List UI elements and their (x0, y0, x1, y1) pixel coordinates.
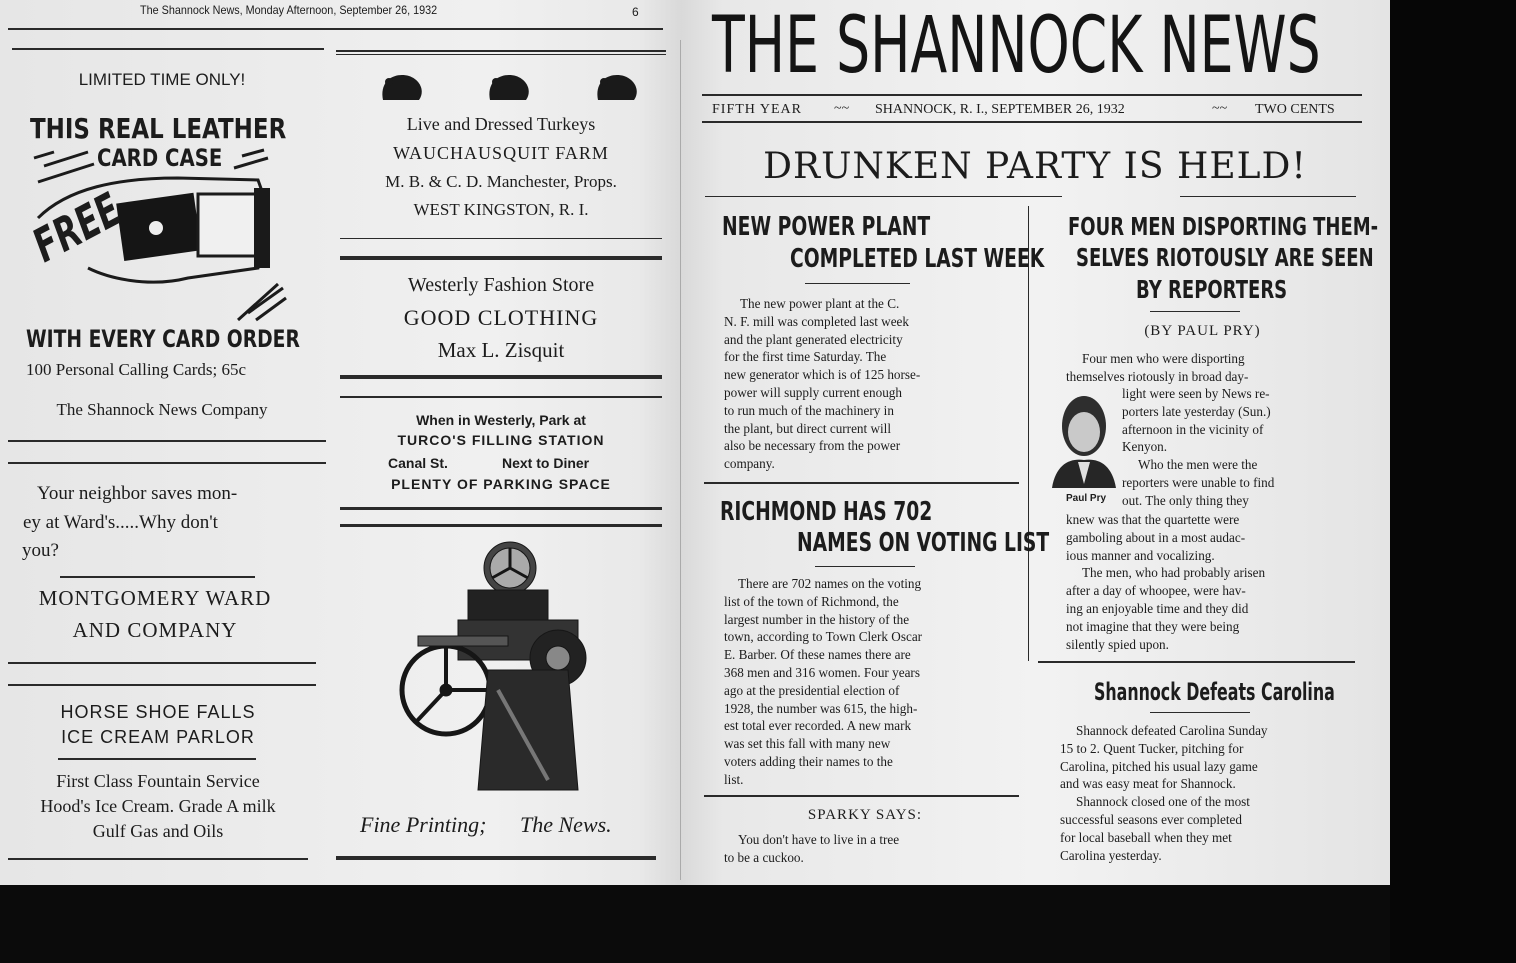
body-line: to be a cuckoo. (724, 849, 804, 865)
ad-turco-line3a: Canal St. (388, 455, 448, 471)
ad-turkeys-line3: M. B. & C. D. Manchester, Props. (385, 172, 617, 191)
sparky-head: SPARKY SAYS: (807, 807, 923, 823)
body-line: for the first time Saturday. The (724, 349, 887, 365)
power-head1: NEW POWER PLANT (722, 212, 931, 242)
turkey-icon (375, 70, 435, 106)
turkey-icon (482, 70, 542, 106)
body-line: silently spied upon. (1066, 636, 1169, 652)
ad-cardcase-detail: 100 Personal Calling Cards; 65c (26, 360, 247, 379)
body-line: There are 702 names on the voting (738, 576, 922, 591)
portrait-icon (1048, 388, 1120, 488)
four-men-byline: (BY PAUL PRY) (1144, 323, 1261, 339)
turkey-icon (590, 70, 650, 106)
rule (704, 482, 1019, 484)
body-line: largest number in the history of the (724, 611, 910, 627)
body-line: new generator which is of 125 horse- (724, 367, 921, 383)
richmond-head1: RICHMOND HAS 702 (720, 497, 933, 527)
body-line: porters late yesterday (Sun.) (1122, 403, 1271, 419)
rule (805, 283, 910, 284)
body-line: ago at the presidential election of (724, 682, 900, 698)
rule (702, 121, 1362, 123)
body-line: ing an enjoyable time and they did (1066, 600, 1249, 616)
rule (340, 375, 662, 379)
body-line: 368 men and 316 women. Four years (724, 664, 920, 680)
body-line: power will supply current enough (724, 384, 902, 400)
ad-horseshoe-line4: Hood's Ice Cream. Grade A milk (40, 796, 276, 816)
dark-background-right (1390, 0, 1516, 963)
rule (8, 662, 316, 664)
body-line: Carolina yesterday. (1060, 847, 1162, 863)
four-men-body-top (1066, 350, 1338, 386)
ad-turco-line2: TURCO'S FILLING STATION (397, 432, 605, 448)
rule (8, 462, 326, 464)
page-number: 6 (632, 5, 639, 19)
dateline-separator: ~~ (834, 101, 850, 116)
ad-turco-line4: PLENTY OF PARKING SPACE (391, 476, 611, 492)
body-line: E. Barber. Of these names there are (724, 647, 911, 663)
rule (58, 758, 256, 760)
richmond-head2: NAMES ON VOTING LIST (797, 528, 1050, 558)
printing-press-icon (398, 540, 608, 800)
body-line: afternoon in the vicinity of (1122, 421, 1264, 437)
body-line: and was easy meat for Shannock. (1060, 776, 1236, 792)
ad-westerly-line2: GOOD CLOTHING (403, 305, 599, 330)
rule (12, 48, 324, 50)
banner-headline: DRUNKEN PARTY IS HELD! (763, 146, 1307, 187)
rule (8, 858, 308, 860)
body-line: to run much of the machinery in (724, 402, 894, 418)
ad-westerly-line1: Westerly Fashion Store (407, 274, 595, 296)
ad-ward-line3: you? (22, 540, 59, 561)
rule (705, 196, 1062, 197)
body-line: Shannock closed one of the most (1076, 794, 1250, 810)
body-line: was set this fall with many new (724, 736, 891, 752)
portrait-caption: Paul Pry (1066, 493, 1107, 504)
rule (702, 94, 1362, 96)
ad-ward-line4: MONTGOMERY WARD (38, 586, 272, 610)
richmond-body (724, 575, 998, 789)
rule (340, 256, 662, 260)
rule (1038, 661, 1355, 663)
ad-horseshoe-line5: Gulf Gas and Oils (92, 821, 224, 841)
body-line: Kenyon. (1122, 439, 1168, 455)
body-line: Shannock defeated Carolina Sunday (1076, 723, 1268, 738)
rule (336, 856, 656, 860)
body-line: You don't have to live in a tree (738, 832, 900, 847)
rule (1180, 196, 1356, 197)
body-line: light were seen by News re- (1122, 386, 1270, 401)
body-line: reporters were unable to find (1122, 474, 1275, 490)
rule (340, 507, 662, 510)
column-rule (1028, 206, 1029, 661)
ad-cardcase-subhead: CARD CASE (97, 144, 223, 172)
carolina-head: Shannock Defeats Carolina (1094, 678, 1335, 706)
body-line: successful seasons ever completed (1060, 811, 1242, 827)
rule (336, 50, 666, 52)
body-line: 1928, the number was 615, the high- (724, 700, 918, 716)
ad-westerly-line3: Max L. Zisquit (437, 338, 565, 362)
body-line: 15 to 2. Quent Tucker, pitching for (1060, 740, 1244, 756)
dateline-price: TWO CENTS (1255, 102, 1335, 117)
power-head2: COMPLETED LAST WEEK (790, 244, 1045, 274)
body-line: est total ever recorded. A new mark (724, 718, 912, 734)
ad-horseshoe-line3: First Class Fountain Service (56, 771, 260, 791)
ad-cardcase-headline: THIS REAL LEATHER (30, 112, 287, 145)
power-body (724, 295, 998, 473)
ad-turkeys-line4: WEST KINGSTON, R. I. (413, 200, 589, 219)
ad-ward-line1: Your neighbor saves mon- (37, 483, 238, 504)
ad-turco-line1: When in Westerly, Park at (416, 412, 586, 428)
body-line: list. (724, 771, 744, 787)
four-men-body-wrap (1122, 385, 1338, 510)
body-line: Four men who were disporting (1082, 351, 1245, 366)
rule (704, 795, 1019, 797)
ad-horseshoe-line2: ICE CREAM PARLOR (61, 727, 255, 747)
body-line: town, according to Town Clerk Oscar (724, 629, 923, 645)
body-line: knew was that the quartette were (1066, 512, 1240, 527)
body-line: ious manner and vocalizing. (1066, 547, 1215, 563)
ad-cardcase-line1: LIMITED TIME ONLY! (78, 70, 246, 89)
body-line: for local baseball when they met (1060, 829, 1232, 845)
rule (340, 396, 662, 398)
four-men-body-bottom (1066, 511, 1338, 653)
body-line: also be necessary from the power (724, 438, 901, 454)
ad-turkeys-line1: Live and Dressed Turkeys (406, 114, 596, 134)
body-line: Carolina, pitched his usual lazy game (1060, 758, 1258, 774)
body-line: N. F. mill was completed last week (724, 313, 909, 329)
ad-turco-line3b: Next to Diner (502, 455, 590, 471)
body-line: gamboling about in a most audac- (1066, 529, 1246, 545)
dateline-separator: ~~ (1212, 101, 1228, 116)
rule (8, 440, 326, 442)
ad-printing-caption-right: The News. (520, 812, 612, 837)
rule-top-left (8, 28, 663, 30)
masthead: THE SHANNOCK NEWS (712, 1, 1321, 91)
body-line: after a day of whoopee, were hav- (1066, 583, 1246, 599)
ad-ward-line2: ey at Ward's.....Why don't (23, 512, 218, 533)
ad-printing-caption-left: Fine Printing; (360, 812, 487, 837)
ad-ward-line5: AND COMPANY (72, 618, 238, 642)
body-line: company. (724, 456, 775, 472)
ad-horseshoe-line1: HORSE SHOE FALLS (60, 702, 256, 722)
sparky-body (724, 831, 998, 867)
body-line: and the plant generated electricity (724, 331, 903, 347)
body-line: list of the town of Richmond, the (724, 593, 899, 609)
ad-cardcase-offer: WITH EVERY CARD ORDER (26, 325, 300, 353)
rule (1150, 311, 1240, 312)
rule (1150, 712, 1250, 713)
body-line: themselves riotously in broad day- (1066, 368, 1249, 384)
body-line: out. The only thing they (1122, 492, 1249, 508)
dateline-year: FIFTH YEAR (712, 102, 802, 117)
body-line: The new power plant at the C. (740, 296, 900, 311)
rule (340, 524, 662, 527)
four-men-head2: SELVES RIOTOUSLY ARE SEEN (1076, 243, 1374, 272)
body-line: the plant, but direct current will (724, 420, 891, 436)
rule (336, 54, 666, 55)
running-head: The Shannock News, Monday Afternoon, September 26, 1932 (140, 3, 438, 17)
rule (8, 684, 316, 686)
four-men-head3: BY REPORTERS (1136, 275, 1288, 304)
rule (815, 566, 915, 567)
carolina-body (1060, 722, 1332, 864)
body-line: Who the men were the (1138, 457, 1258, 473)
dark-background-bottom (0, 885, 1390, 963)
page-gutter (680, 40, 681, 880)
four-men-head1: FOUR MEN DISPORTING THEM- (1068, 212, 1379, 241)
ad-cardcase-free: FREE (24, 182, 130, 273)
ad-turkeys-line2: WAUCHAUSQUIT FARM (393, 143, 609, 163)
body-line: voters adding their names to the (724, 753, 893, 769)
rule (340, 238, 662, 239)
body-line: not imagine that they were being (1066, 618, 1240, 634)
rule (60, 576, 255, 578)
ad-cardcase-company: The Shannock News Company (56, 400, 268, 419)
body-line: The men, who had probably arisen (1082, 565, 1266, 581)
dateline-place-date: SHANNOCK, R. I., SEPTEMBER 26, 1932 (875, 102, 1125, 117)
